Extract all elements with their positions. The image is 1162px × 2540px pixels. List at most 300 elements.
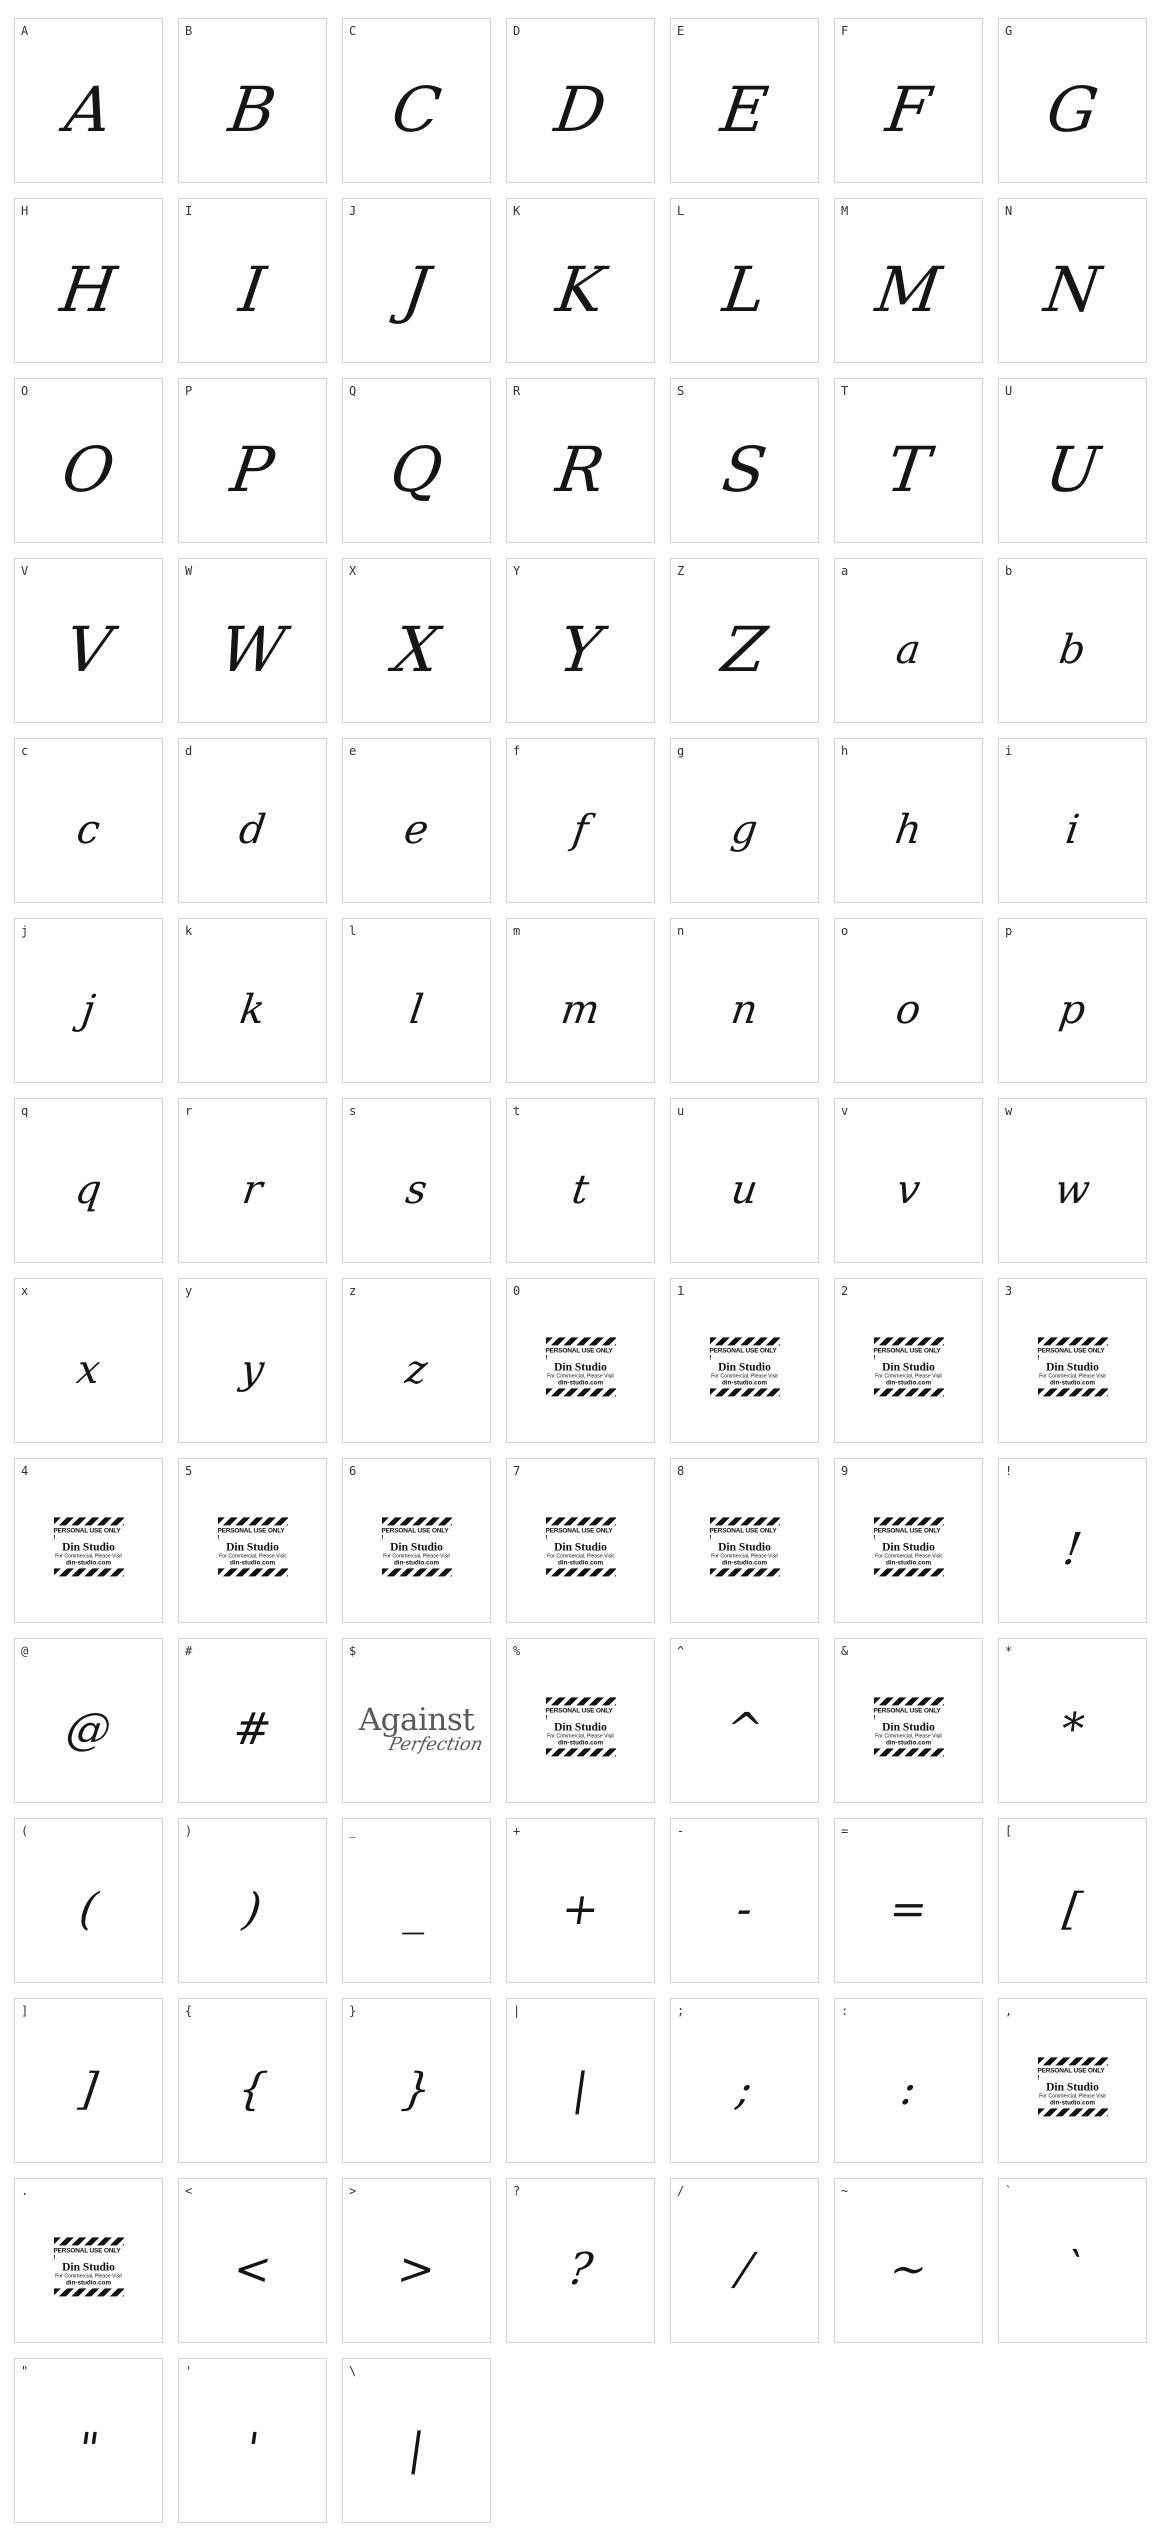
glyph-sample: E: [716, 73, 773, 146]
glyph-key-label: ;: [677, 2004, 685, 2018]
glyph-key-label: :: [841, 2004, 849, 2018]
glyph-cell: [14, 1458, 163, 1623]
glyph-sample: ': [242, 2424, 263, 2475]
glyph-cell: [506, 1818, 655, 1983]
glyph-cell: [178, 738, 327, 903]
glyph-key-label: ^: [677, 1644, 685, 1658]
glyph-cell: [342, 1818, 491, 1983]
glyph-cell: [342, 1638, 491, 1803]
glyph-sample: q: [72, 1166, 105, 1213]
glyph-cell: [178, 1458, 327, 1623]
glyph-cell: [342, 2178, 491, 2343]
badge-line-1: PERSONAL USE ONLY !: [217, 1526, 285, 1541]
glyph-sample: M: [871, 253, 946, 326]
personal-use-badge: [710, 1517, 780, 1576]
badge-line-2: Din Studio: [882, 1720, 935, 1733]
hazard-stripe-top: [874, 1337, 944, 1345]
badge-line-4: din-studio.com: [885, 1378, 932, 1386]
badge-line-4: din-studio.com: [721, 1378, 768, 1386]
badge-line-2: Din Studio: [554, 1360, 607, 1373]
glyph-cell: [506, 378, 655, 543]
glyph-key-label: ": [21, 2364, 29, 2378]
glyph-sample: =: [886, 1884, 931, 1935]
hazard-stripe-bottom: [218, 1568, 288, 1576]
badge-line-2: Din Studio: [882, 1360, 935, 1373]
hazard-stripe-top: [1038, 1337, 1108, 1345]
glyph-key-label: z: [349, 1284, 357, 1298]
hazard-stripe-top: [710, 1337, 780, 1345]
glyph-cell: [14, 198, 163, 363]
glyph-key-label: d: [185, 744, 193, 758]
badge-line-4: din-studio.com: [885, 1738, 932, 1746]
glyph-key-label: 0: [513, 1284, 521, 1298]
glyph-key-label: l: [349, 924, 357, 938]
badge-line-1: PERSONAL USE ONLY !: [53, 2246, 121, 2261]
glyph-key-label: T: [841, 384, 849, 398]
glyph-cell: [506, 918, 655, 1083]
badge-line-1: PERSONAL USE ONLY !: [709, 1346, 777, 1361]
glyph-cell: [834, 1098, 983, 1263]
hazard-stripe-bottom: [1038, 1388, 1108, 1396]
glyph-key-label: G: [1005, 24, 1013, 38]
glyph-key-label: m: [513, 924, 521, 938]
glyph-key-label: u: [677, 1104, 685, 1118]
glyph-sample: ;: [733, 2064, 756, 2115]
glyph-key-label: #: [185, 1644, 193, 1658]
glyph-sample: ): [240, 1884, 265, 1935]
glyph-cell: [834, 1998, 983, 2163]
glyph-key-label: t: [513, 1104, 521, 1118]
glyph-key-label: D: [513, 24, 521, 38]
glyph-key-label: |: [513, 2004, 521, 2018]
glyph-cell: [506, 1278, 655, 1443]
glyph-key-label: _: [349, 1824, 357, 1838]
badge-line-4: din-studio.com: [1049, 2098, 1096, 2106]
glyph-sample: w: [1052, 1166, 1093, 1213]
hazard-stripe-bottom: [54, 1568, 124, 1576]
glyph-cell: [834, 738, 983, 903]
glyph-cell: [834, 1458, 983, 1623]
badge-line-3: For Commercial, Please Visit: [1039, 2092, 1106, 2099]
hazard-stripe-top: [874, 1697, 944, 1705]
glyph-key-label: *: [1005, 1644, 1013, 1658]
glyph-cell: [506, 198, 655, 363]
glyph-key-label: >: [349, 2184, 357, 2198]
badge-line-4: din-studio.com: [557, 1558, 604, 1566]
glyph-key-label: 7: [513, 1464, 521, 1478]
glyph-key-label: \: [349, 2364, 357, 2378]
badge-line-3: For Commercial, Please Visit: [875, 1552, 942, 1559]
badge-line-3: For Commercial, Please Visit: [547, 1372, 614, 1379]
badge-line-3: For Commercial, Please Visit: [547, 1732, 614, 1739]
glyph-cell: [342, 2358, 491, 2523]
glyph-key-label: p: [1005, 924, 1013, 938]
glyph-cell: [14, 2178, 163, 2343]
hazard-stripe-bottom: [382, 1568, 452, 1576]
glyph-sample: m: [558, 986, 603, 1033]
glyph-cell: [178, 1818, 327, 1983]
glyph-key-label: ?: [513, 2184, 521, 2198]
glyph-key-label: A: [21, 24, 29, 38]
glyph-cell: [834, 18, 983, 183]
glyph-sample: /: [733, 2244, 756, 2295]
glyph-sample: #: [230, 1704, 275, 1755]
glyph-sample: b: [1056, 626, 1089, 673]
glyph-key-label: 3: [1005, 1284, 1013, 1298]
glyph-cell: [506, 18, 655, 183]
glyph-cell: [998, 1098, 1147, 1263]
glyph-sample: :: [897, 2064, 920, 2115]
hazard-stripe-bottom: [874, 1568, 944, 1576]
hazard-stripe-top: [710, 1517, 780, 1525]
glyph-sample: g: [728, 806, 761, 853]
personal-use-badge: [218, 1517, 288, 1576]
glyph-key-label: 2: [841, 1284, 849, 1298]
badge-line-1: PERSONAL USE ONLY !: [709, 1526, 777, 1541]
glyph-sample: e: [401, 806, 432, 853]
glyph-cell: [178, 918, 327, 1083]
glyph-cell: [834, 1818, 983, 1983]
glyph-sample: ~: [886, 2244, 931, 2295]
glyph-key-label: v: [841, 1104, 849, 1118]
glyph-key-label: ,: [1005, 2004, 1013, 2018]
personal-use-badge: [1038, 2057, 1108, 2116]
glyph-sample: x: [73, 1346, 104, 1393]
badge-line-3: For Commercial, Please Visit: [55, 2272, 122, 2279]
glyph-cell: [670, 1638, 819, 1803]
hazard-stripe-top: [218, 1517, 288, 1525]
glyph-cell: [14, 1818, 163, 1983]
glyph-cell: [178, 18, 327, 183]
hazard-stripe-bottom: [1038, 2108, 1108, 2116]
glyph-cell: [834, 918, 983, 1083]
badge-line-3: For Commercial, Please Visit: [1039, 1372, 1106, 1379]
glyph-grid: [14, 18, 1150, 2523]
glyph-key-label: R: [513, 384, 521, 398]
glyph-sample: O: [57, 433, 120, 506]
badge-line-2: Din Studio: [62, 2260, 115, 2273]
glyph-cell: [998, 18, 1147, 183]
glyph-sample: u: [728, 1166, 761, 1213]
glyph-key-label: 9: [841, 1464, 849, 1478]
glyph-key-label: ): [185, 1824, 193, 1838]
glyph-cell: [670, 378, 819, 543]
glyph-cell: [998, 1818, 1147, 1983]
glyph-sample: G: [1042, 73, 1103, 146]
glyph-key-label: {: [185, 2004, 193, 2018]
glyph-sample: n: [728, 986, 761, 1033]
glyph-key-label: M: [841, 204, 849, 218]
hazard-stripe-top: [54, 1517, 124, 1525]
glyph-key-label: w: [1005, 1104, 1013, 1118]
glyph-key-label: B: [185, 24, 193, 38]
glyph-key-label: !: [1005, 1464, 1013, 1478]
glyph-cell: [998, 1998, 1147, 2163]
glyph-cell: [998, 378, 1147, 543]
glyph-sample: H: [56, 253, 121, 326]
badge-line-2: Din Studio: [718, 1540, 771, 1553]
glyph-key-label: f: [513, 744, 521, 758]
glyph-sample: W: [215, 613, 290, 686]
badge-line-4: din-studio.com: [65, 1558, 112, 1566]
glyph-cell: [506, 1638, 655, 1803]
glyph-cell: [834, 1638, 983, 1803]
glyph-key-label: K: [513, 204, 521, 218]
glyph-cell: [342, 378, 491, 543]
glyph-sample: i: [1062, 806, 1083, 853]
personal-use-badge: [546, 1697, 616, 1756]
hazard-stripe-bottom: [874, 1388, 944, 1396]
glyph-sample: D: [550, 73, 611, 146]
glyph-sample: k: [237, 986, 268, 1033]
glyph-sample: T: [882, 433, 935, 506]
badge-line-1: PERSONAL USE ONLY !: [873, 1526, 941, 1541]
badge-line-3: For Commercial, Please Visit: [55, 1552, 122, 1559]
glyph-cell: [670, 1998, 819, 2163]
glyph-sample: ?: [565, 2244, 596, 2295]
hazard-stripe-top: [1038, 2057, 1108, 2065]
glyph-cell: [14, 2358, 163, 2523]
badge-line-3: For Commercial, Please Visit: [547, 1552, 614, 1559]
hazard-stripe-top: [546, 1517, 616, 1525]
glyph-key-label: +: [513, 1824, 521, 1838]
glyph-key-label: E: [677, 24, 685, 38]
personal-use-badge: [874, 1697, 944, 1756]
glyph-sample: N: [1040, 253, 1105, 326]
glyph-cell: [14, 1638, 163, 1803]
glyph-cell: [14, 378, 163, 543]
glyph-sample: >: [394, 2244, 439, 2295]
glyph-sample: {: [234, 2064, 271, 2115]
glyph-sample: L: [718, 253, 771, 326]
glyph-sample: ^: [722, 1704, 767, 1755]
hazard-stripe-top: [54, 2237, 124, 2245]
glyph-key-label: e: [349, 744, 357, 758]
glyph-key-label: &: [841, 1644, 849, 1658]
glyph-sample: !: [1060, 1524, 1085, 1575]
glyph-cell: [506, 558, 655, 723]
badge-line-2: Din Studio: [554, 1720, 607, 1733]
art-line-2: Perfection: [386, 1733, 485, 1755]
personal-use-badge: [546, 1517, 616, 1576]
glyph-sample: (: [76, 1884, 101, 1935]
glyph-cell: [998, 1278, 1147, 1443]
glyph-cell: [670, 2178, 819, 2343]
glyph-cell: [506, 1098, 655, 1263]
glyph-key-label: ]: [21, 2004, 29, 2018]
badge-line-2: Din Studio: [554, 1540, 607, 1553]
glyph-cell: [178, 378, 327, 543]
glyph-sample: }: [398, 2064, 435, 2115]
badge-line-1: PERSONAL USE ONLY !: [381, 1526, 449, 1541]
glyph-key-label: 5: [185, 1464, 193, 1478]
glyph-cell: [670, 738, 819, 903]
glyph-key-label: -: [677, 1824, 685, 1838]
glyph-sample: `: [1057, 2244, 1088, 2295]
glyph-cell: [670, 1098, 819, 1263]
badge-line-1: PERSONAL USE ONLY !: [545, 1526, 613, 1541]
badge-line-4: din-studio.com: [721, 1558, 768, 1566]
glyph-sample: Z: [717, 613, 772, 686]
glyph-sample: f: [569, 806, 592, 853]
glyph-cell: [834, 558, 983, 723]
badge-line-4: din-studio.com: [1049, 1378, 1096, 1386]
badge-line-1: PERSONAL USE ONLY !: [873, 1346, 941, 1361]
glyph-key-label: a: [841, 564, 849, 578]
glyph-sample: j: [79, 986, 98, 1033]
glyph-key-label: S: [677, 384, 685, 398]
glyph-key-label: =: [841, 1824, 849, 1838]
glyph-sample: X: [389, 613, 444, 686]
personal-use-badge: [710, 1337, 780, 1396]
glyph-key-label: j: [21, 924, 29, 938]
glyph-cell: [342, 18, 491, 183]
glyph-sample: S: [718, 433, 771, 506]
hazard-stripe-top: [546, 1697, 616, 1705]
glyph-cell: [998, 738, 1147, 903]
glyph-sample: B: [224, 73, 281, 146]
glyph-key-label: L: [677, 204, 685, 218]
glyph-sample: *: [1057, 1704, 1088, 1755]
glyph-cell: [998, 1638, 1147, 1803]
hazard-stripe-bottom: [874, 1748, 944, 1756]
glyph-sample: Y: [554, 613, 607, 686]
glyph-sample: C: [387, 73, 446, 146]
glyph-sample: +: [558, 1884, 603, 1935]
hazard-stripe-bottom: [710, 1388, 780, 1396]
glyph-key-label: o: [841, 924, 849, 938]
glyph-key-label: Q: [349, 384, 357, 398]
glyph-cell: [178, 2178, 327, 2343]
badge-line-2: Din Studio: [718, 1360, 771, 1373]
against-perfection-art: [343, 1657, 490, 1802]
badge-line-4: din-studio.com: [65, 2278, 112, 2286]
badge-line-2: Din Studio: [1046, 2080, 1099, 2093]
glyph-cell: [998, 558, 1147, 723]
glyph-key-label: 6: [349, 1464, 357, 1478]
glyph-sample: t: [569, 1166, 592, 1213]
badge-line-4: din-studio.com: [557, 1378, 604, 1386]
glyph-key-label: Z: [677, 564, 685, 578]
badge-line-1: PERSONAL USE ONLY !: [1037, 1346, 1105, 1361]
glyph-cell: [506, 2178, 655, 2343]
glyph-cell: [670, 1278, 819, 1443]
badge-line-2: Din Studio: [882, 1540, 935, 1553]
glyph-cell: [670, 558, 819, 723]
glyph-sample: F: [881, 73, 936, 146]
glyph-key-label: (: [21, 1824, 29, 1838]
glyph-cell: [14, 918, 163, 1083]
glyph-key-label: J: [349, 204, 357, 218]
badge-line-2: Din Studio: [62, 1540, 115, 1553]
glyph-key-label: q: [21, 1104, 29, 1118]
glyph-sample: ": [74, 2424, 103, 2475]
personal-use-badge: [1038, 1337, 1108, 1396]
glyph-sample: v: [893, 1166, 924, 1213]
glyph-cell: [178, 1638, 327, 1803]
badge-line-3: For Commercial, Please Visit: [383, 1552, 450, 1559]
glyph-sample: c: [74, 806, 103, 853]
glyph-cell: [14, 558, 163, 723]
glyph-key-label: P: [185, 384, 193, 398]
glyph-key-label: k: [185, 924, 193, 938]
glyph-cell: [998, 2178, 1147, 2343]
glyph-sample: |: [569, 2064, 592, 2115]
hazard-stripe-bottom: [546, 1388, 616, 1396]
glyph-cell: [998, 918, 1147, 1083]
glyph-key-label: F: [841, 24, 849, 38]
glyph-key-label: [: [1005, 1824, 1013, 1838]
glyph-cell: [342, 198, 491, 363]
glyph-cell: [670, 1818, 819, 1983]
glyph-cell: [178, 1278, 327, 1443]
hazard-stripe-bottom: [54, 2288, 124, 2296]
glyph-cell: [342, 1458, 491, 1623]
glyph-cell: [506, 738, 655, 903]
personal-use-badge: [382, 1517, 452, 1576]
glyph-key-label: %: [513, 1644, 521, 1658]
glyph-cell: [342, 1278, 491, 1443]
badge-line-4: din-studio.com: [393, 1558, 440, 1566]
glyph-key-label: <: [185, 2184, 193, 2198]
glyph-cell: [178, 2358, 327, 2523]
glyph-key-label: r: [185, 1104, 193, 1118]
badge-line-4: din-studio.com: [229, 1558, 276, 1566]
glyph-cell: [834, 1278, 983, 1443]
glyph-sample: d: [236, 806, 269, 853]
hazard-stripe-top: [546, 1337, 616, 1345]
badge-line-2: Din Studio: [226, 1540, 279, 1553]
glyph-key-label: i: [1005, 744, 1013, 758]
glyph-cell: [834, 2178, 983, 2343]
glyph-key-label: N: [1005, 204, 1013, 218]
badge-line-3: For Commercial, Please Visit: [875, 1372, 942, 1379]
glyph-sample: ]: [76, 2064, 101, 2115]
glyph-cell: [342, 1098, 491, 1263]
glyph-cell: [670, 1458, 819, 1623]
glyph-sample: z: [402, 1346, 431, 1393]
badge-line-4: din-studio.com: [557, 1738, 604, 1746]
glyph-cell: [342, 1998, 491, 2163]
personal-use-badge: [874, 1337, 944, 1396]
glyph-key-label: .: [21, 2184, 29, 2198]
hazard-stripe-top: [382, 1517, 452, 1525]
glyph-cell: [342, 558, 491, 723]
glyph-cell: [834, 198, 983, 363]
glyph-cell: [14, 738, 163, 903]
glyph-sample: s: [403, 1166, 430, 1213]
glyph-sample: p: [1056, 986, 1089, 1033]
glyph-sample: y: [237, 1346, 268, 1393]
glyph-sample: @: [62, 1704, 115, 1755]
glyph-key-label: n: [677, 924, 685, 938]
glyph-key-label: 4: [21, 1464, 29, 1478]
glyph-cell: [506, 1458, 655, 1623]
glyph-cell: [178, 1098, 327, 1263]
glyph-key-label: O: [21, 384, 29, 398]
glyph-key-label: /: [677, 2184, 685, 2198]
badge-line-1: PERSONAL USE ONLY !: [1037, 2066, 1105, 2081]
glyph-sample: h: [892, 806, 925, 853]
personal-use-badge: [54, 2237, 124, 2296]
glyph-key-label: $: [349, 1644, 357, 1658]
badge-line-3: For Commercial, Please Visit: [711, 1372, 778, 1379]
glyph-cell: [670, 198, 819, 363]
glyph-key-label: h: [841, 744, 849, 758]
glyph-cell: [670, 918, 819, 1083]
badge-line-1: PERSONAL USE ONLY !: [53, 1526, 121, 1541]
glyph-key-label: x: [21, 1284, 29, 1298]
